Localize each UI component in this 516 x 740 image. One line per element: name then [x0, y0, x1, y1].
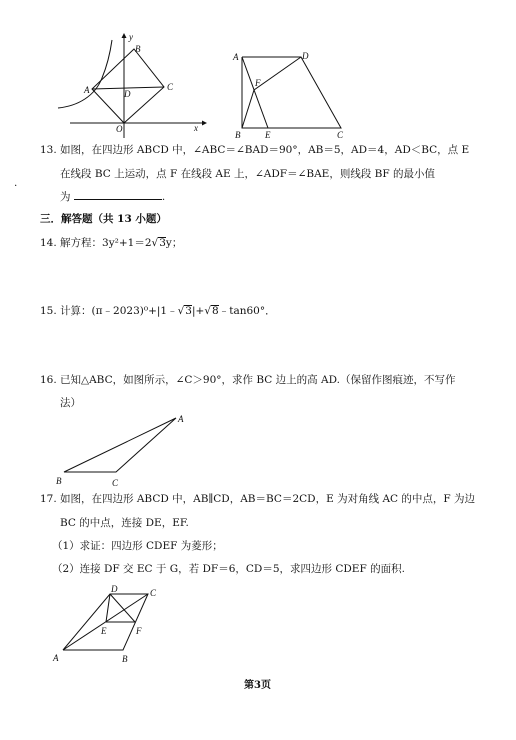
label-y: y — [129, 32, 133, 42]
label-C: C — [150, 588, 157, 598]
figure-coordinate-rhombus — [50, 30, 210, 140]
answer-blank — [74, 190, 162, 200]
q17-part-2: （2）连接 DF 交 EC 于 G，若 DF＝6，CD＝5，求四边形 CDEF 的面积. — [52, 563, 405, 575]
q16-line-2: 法） — [60, 397, 81, 409]
q13-line-1: 如图，在四边形 ABCD 中，∠ABC＝∠BAD＝90°，AB＝5，AD＝4，AD＜BC，点 E — [60, 144, 470, 156]
label-F: F — [136, 626, 142, 636]
section-heading: 三．解答题（共 13 小题） — [40, 213, 167, 225]
label-B: B — [56, 476, 62, 486]
q17-line-1: 如图，在四边形 ABCD 中，AB∥CD，AB＝BC＝2CD，E 为对角线 AC 的中点，F 为边 — [60, 493, 476, 505]
margin-mark: . — [14, 177, 18, 189]
label-A: A — [233, 52, 239, 62]
label-C: C — [337, 130, 344, 140]
q17-part-1: （1）求证：四边形 CDEF 为菱形； — [52, 540, 223, 552]
label-D: D — [124, 89, 131, 99]
label-A: A — [84, 85, 90, 95]
sqrt-symbol-icon: √ — [177, 305, 185, 317]
label-D: D — [111, 584, 118, 594]
label-A: A — [53, 653, 59, 663]
sqrt-symbol-icon: √ — [204, 305, 212, 317]
q13-line-2: 在线段 BC 上运动，点 F 在线段 AE 上，∠ADF＝∠BAE，则线段 BF 的最小值 — [60, 168, 436, 180]
figure-quadrilateral-cdef — [50, 582, 180, 667]
q14: 14. 解方程：3y²+1＝2√3y； — [40, 237, 183, 249]
label-C: C — [167, 82, 174, 92]
label-A: A — [178, 414, 184, 424]
label-B: B — [122, 654, 128, 664]
label-E: E — [101, 626, 107, 636]
figure-quadrilateral-abcd — [225, 45, 355, 140]
q13-line-3: 为 . — [60, 191, 166, 203]
q17-number: 17. — [40, 493, 57, 505]
q17-line-2: BC 的中点，连接 DE，EF. — [60, 517, 189, 529]
q15: 15. 计算：(π﹣2023)⁰+|1﹣√3|+√8﹣tan60°． — [40, 305, 276, 317]
q16-line-1: 已知△ABC，如图所示，∠C＞90°，求作 BC 边上的高 AD.（保留作图痕迹，不写作 — [60, 374, 456, 386]
page-number: 第3页 — [244, 680, 271, 691]
label-B: B — [135, 44, 141, 54]
figure-triangle-abc — [50, 410, 200, 490]
label-F: F — [255, 78, 261, 88]
sqrt-symbol-icon: √ — [151, 237, 159, 249]
label-O: O — [116, 124, 123, 134]
label-D: D — [302, 51, 309, 61]
label-x: x — [194, 123, 198, 133]
label-C: C — [112, 478, 119, 488]
label-E: E — [265, 130, 271, 140]
q13-number: 13. — [40, 144, 57, 156]
q16-number: 16. — [40, 374, 57, 386]
label-B: B — [235, 130, 241, 140]
